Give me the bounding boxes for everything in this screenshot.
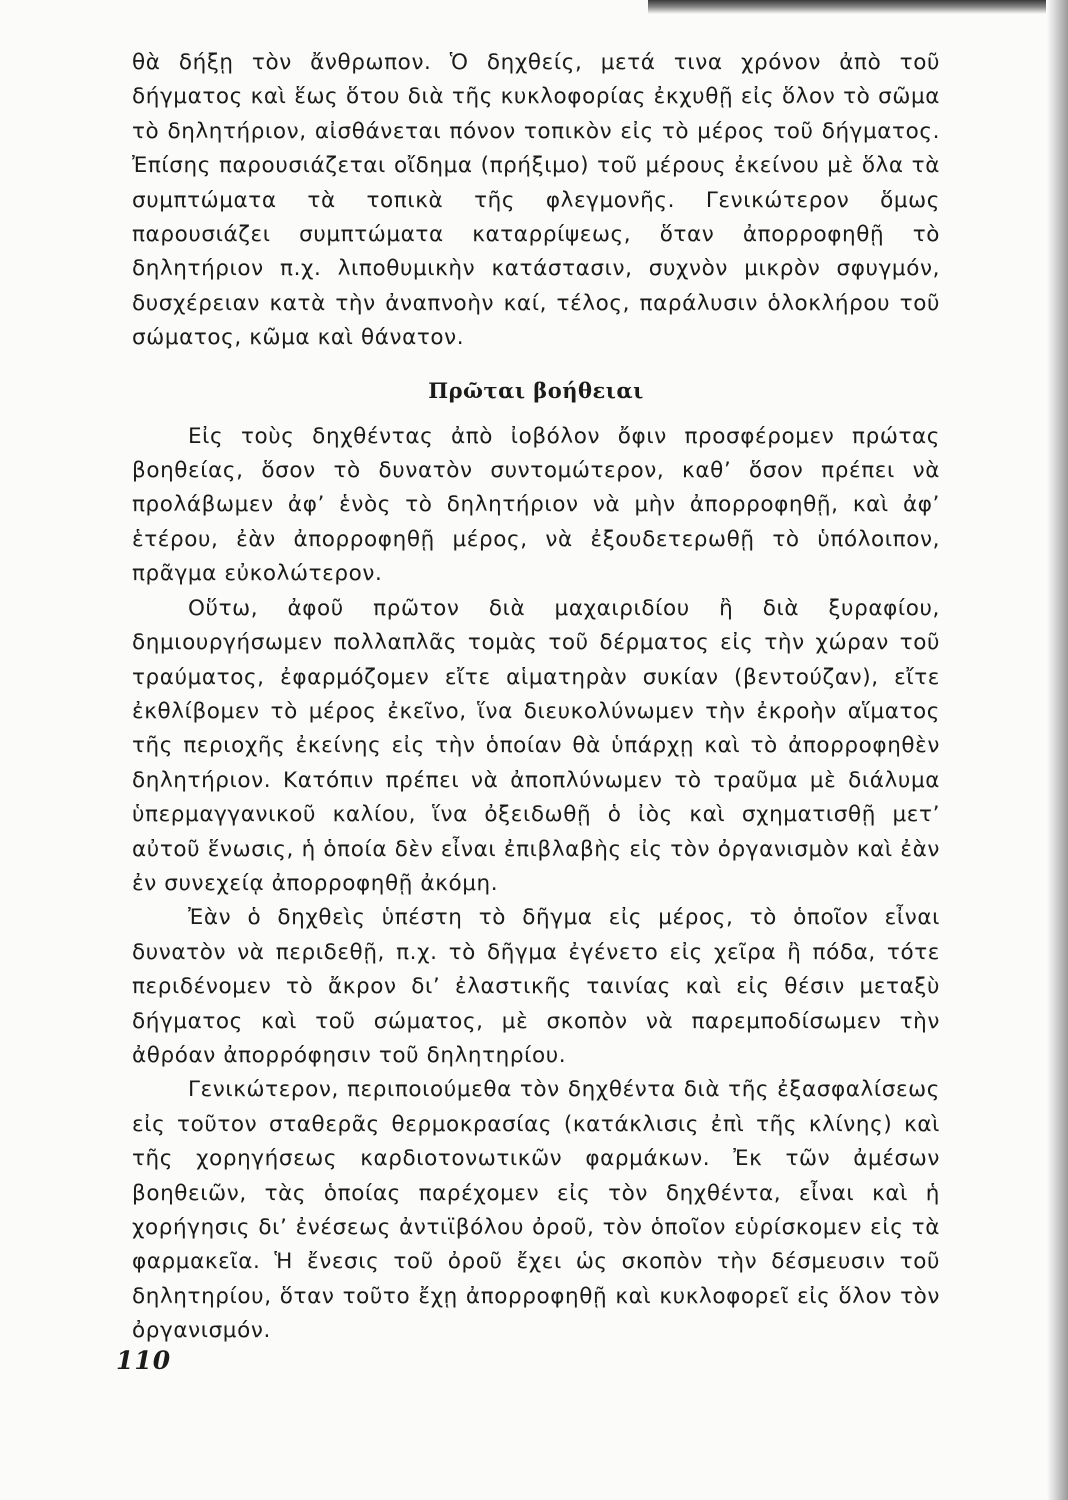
section-title: Πρῶται βοήθειαι [428,377,644,403]
intro-paragraph: θὰ δήξῃ τὸν ἄνθρωπον. Ὁ δηχθείς, μετά τινα χρόνον ἀπὸ τοῦ δήγματος καὶ ἕως ὅτου διὰ τῆς κυκλοφορίας ἐκχυθῇ εἰς ὅλον τὸ σῶμα τὸ δηλητήριον, αἰσθάνεται πόνον τοπικὸν εἰς τὸ μέρος τοῦ δήγματος. Ἐπίσης παρουσιάζεται οἴδημα (πρήξιμο) τοῦ μέρους ἐκείνου μὲ ὅλα τὰ συμπτώματα τὰ τοπικὰ τῆς φλεγμονῆς. Γενικώτερον ὅμως παρουσιάζει συμπτώματα καταρρίψεως, ὅταν ἀπορροφηθῇ τὸ δηλητήριον π.χ. λιποθυμικὴν κατάστασιν, συχνὸν μικρὸν σφυγμόν, δυσχέρειαν κατὰ τὴν ἀναπνοὴν καί, τέλος, παράλυσιν ὁλοκλήρου τοῦ σώματος, κῶμα καὶ θάνατον. [132,50,940,351]
body-paragraph: Οὕτω, ἀφοῦ πρῶτον διὰ μαχαιριδίου ἢ διὰ ξυραφίου, δημιουργήσωμεν πολλαπλᾶς τομὰς τοῦ δέρματος εἰς τὴν χώραν τοῦ τραύματος, ἐφαρμόζομεν εἴτε αἱματηρὰν συκίαν (βεντούζαν), εἴτε ἐκθλίβομεν τὸ μέρος ἐκεῖνο, ἵνα διευκολύνωμεν τὴν ἐκροὴν αἵματος τῆς περιοχῆς ἐκείνης εἰς τὴν ὁποίαν θὰ ὑπάρχῃ καὶ τὸ ἀπορροφηθὲν δηλητήριον. Κατόπιν πρέπει νὰ ἀποπλύνωμεν τὸ τραῦμα μὲ διάλυμα ὑπερμαγγανικοῦ καλίου, ἵνα ὀξειδωθῇ ὁ ἰὸς καὶ σχηματισθῇ μετ’ αὐτοῦ ἕνωσις, ἡ ὁποία δὲν εἶναι ἐπιβλαβὴς εἰς τὸν ὀργανισμὸν καὶ ἐὰν ἐν συνεχείᾳ ἀπορροφηθῇ ἀκόμη. [132,595,940,896]
body-paragraph: Εἰς τοὺς δηχθέντας ἀπὸ ἰοβόλον ὄφιν προσφέρομεν πρώτας βοηθείας, ὅσον τὸ δυνατὸν συντομώτερον, καθ’ ὅσον πρέπει νὰ προλάβωμεν ἀφ’ ἑνὸς τὸ δηλητήριον νὰ μὴν ἀπορροφηθῇ, καὶ ἀφ’ ἑτέρου, ἐὰν ἀπορροφηθῇ μέρος, νὰ ἐξουδετερωθῇ τὸ ὑπόλοιπον, πρᾶγμα εὐκολώτερον. [132,423,940,587]
body-paragraph: Ἐὰν ὁ δηχθεὶς ὑπέστη τὸ δῆγμα εἰς μέρος, τὸ ὁποῖον εἶναι δυνατὸν νὰ περιδεθῇ, π.χ. τὸ δῆγμα ἐγένετο εἰς χεῖρα ἢ πόδα, τότε περιδένομεν τὸ ἄκρον δι’ ἐλαστικῆς ταινίας καὶ εἰς θέσιν μεταξὺ δήγματος καὶ τοῦ σώματος, μὲ σκοπὸν νὰ παρεμποδίσωμεν τὴν ἀθρόαν ἀπορρόφησιν τοῦ δηλητηρίου. [132,905,940,1068]
page-number: 110 [116,1346,172,1375]
body-paragraph: Γενικώτερον, περιποιούμεθα τὸν δηχθέντα διὰ τῆς ἐξασφαλίσεως εἰς τοῦτον σταθερᾶς θερμοκρασίας (κατάκλισις ἐπὶ τῆς κλίνης) καὶ τῆς χορηγήσεως καρδιοτονωτικῶν φαρμάκων. Ἐκ τῶν ἀμέσων βοηθειῶν, τὰς ὁποίας παρέχομεν εἰς τὸν δηχθέντα, εἶναι καὶ ἡ χορήγησις δι’ ἐνέσεως ἀντιϊβόλου ὀροῦ, τὸν ὁποῖον εὑρίσκομεν εἰς τὰ φαρμακεῖα. Ἡ ἔνεσις τοῦ ὀροῦ ἔχει ὡς σκοπὸν τὴν δέσμευσιν τοῦ δηλητηρίου, ὅταν τοῦτο ἔχῃ ἀπορροφηθῇ καὶ κυκλοφορεῖ εἰς ὅλον τὸν ὀργανισμόν. [132,1077,940,1344]
scan-shadow-edge [1046,0,1068,1500]
page-text [132,46,940,1349]
scan-shadow-top [648,0,1068,14]
